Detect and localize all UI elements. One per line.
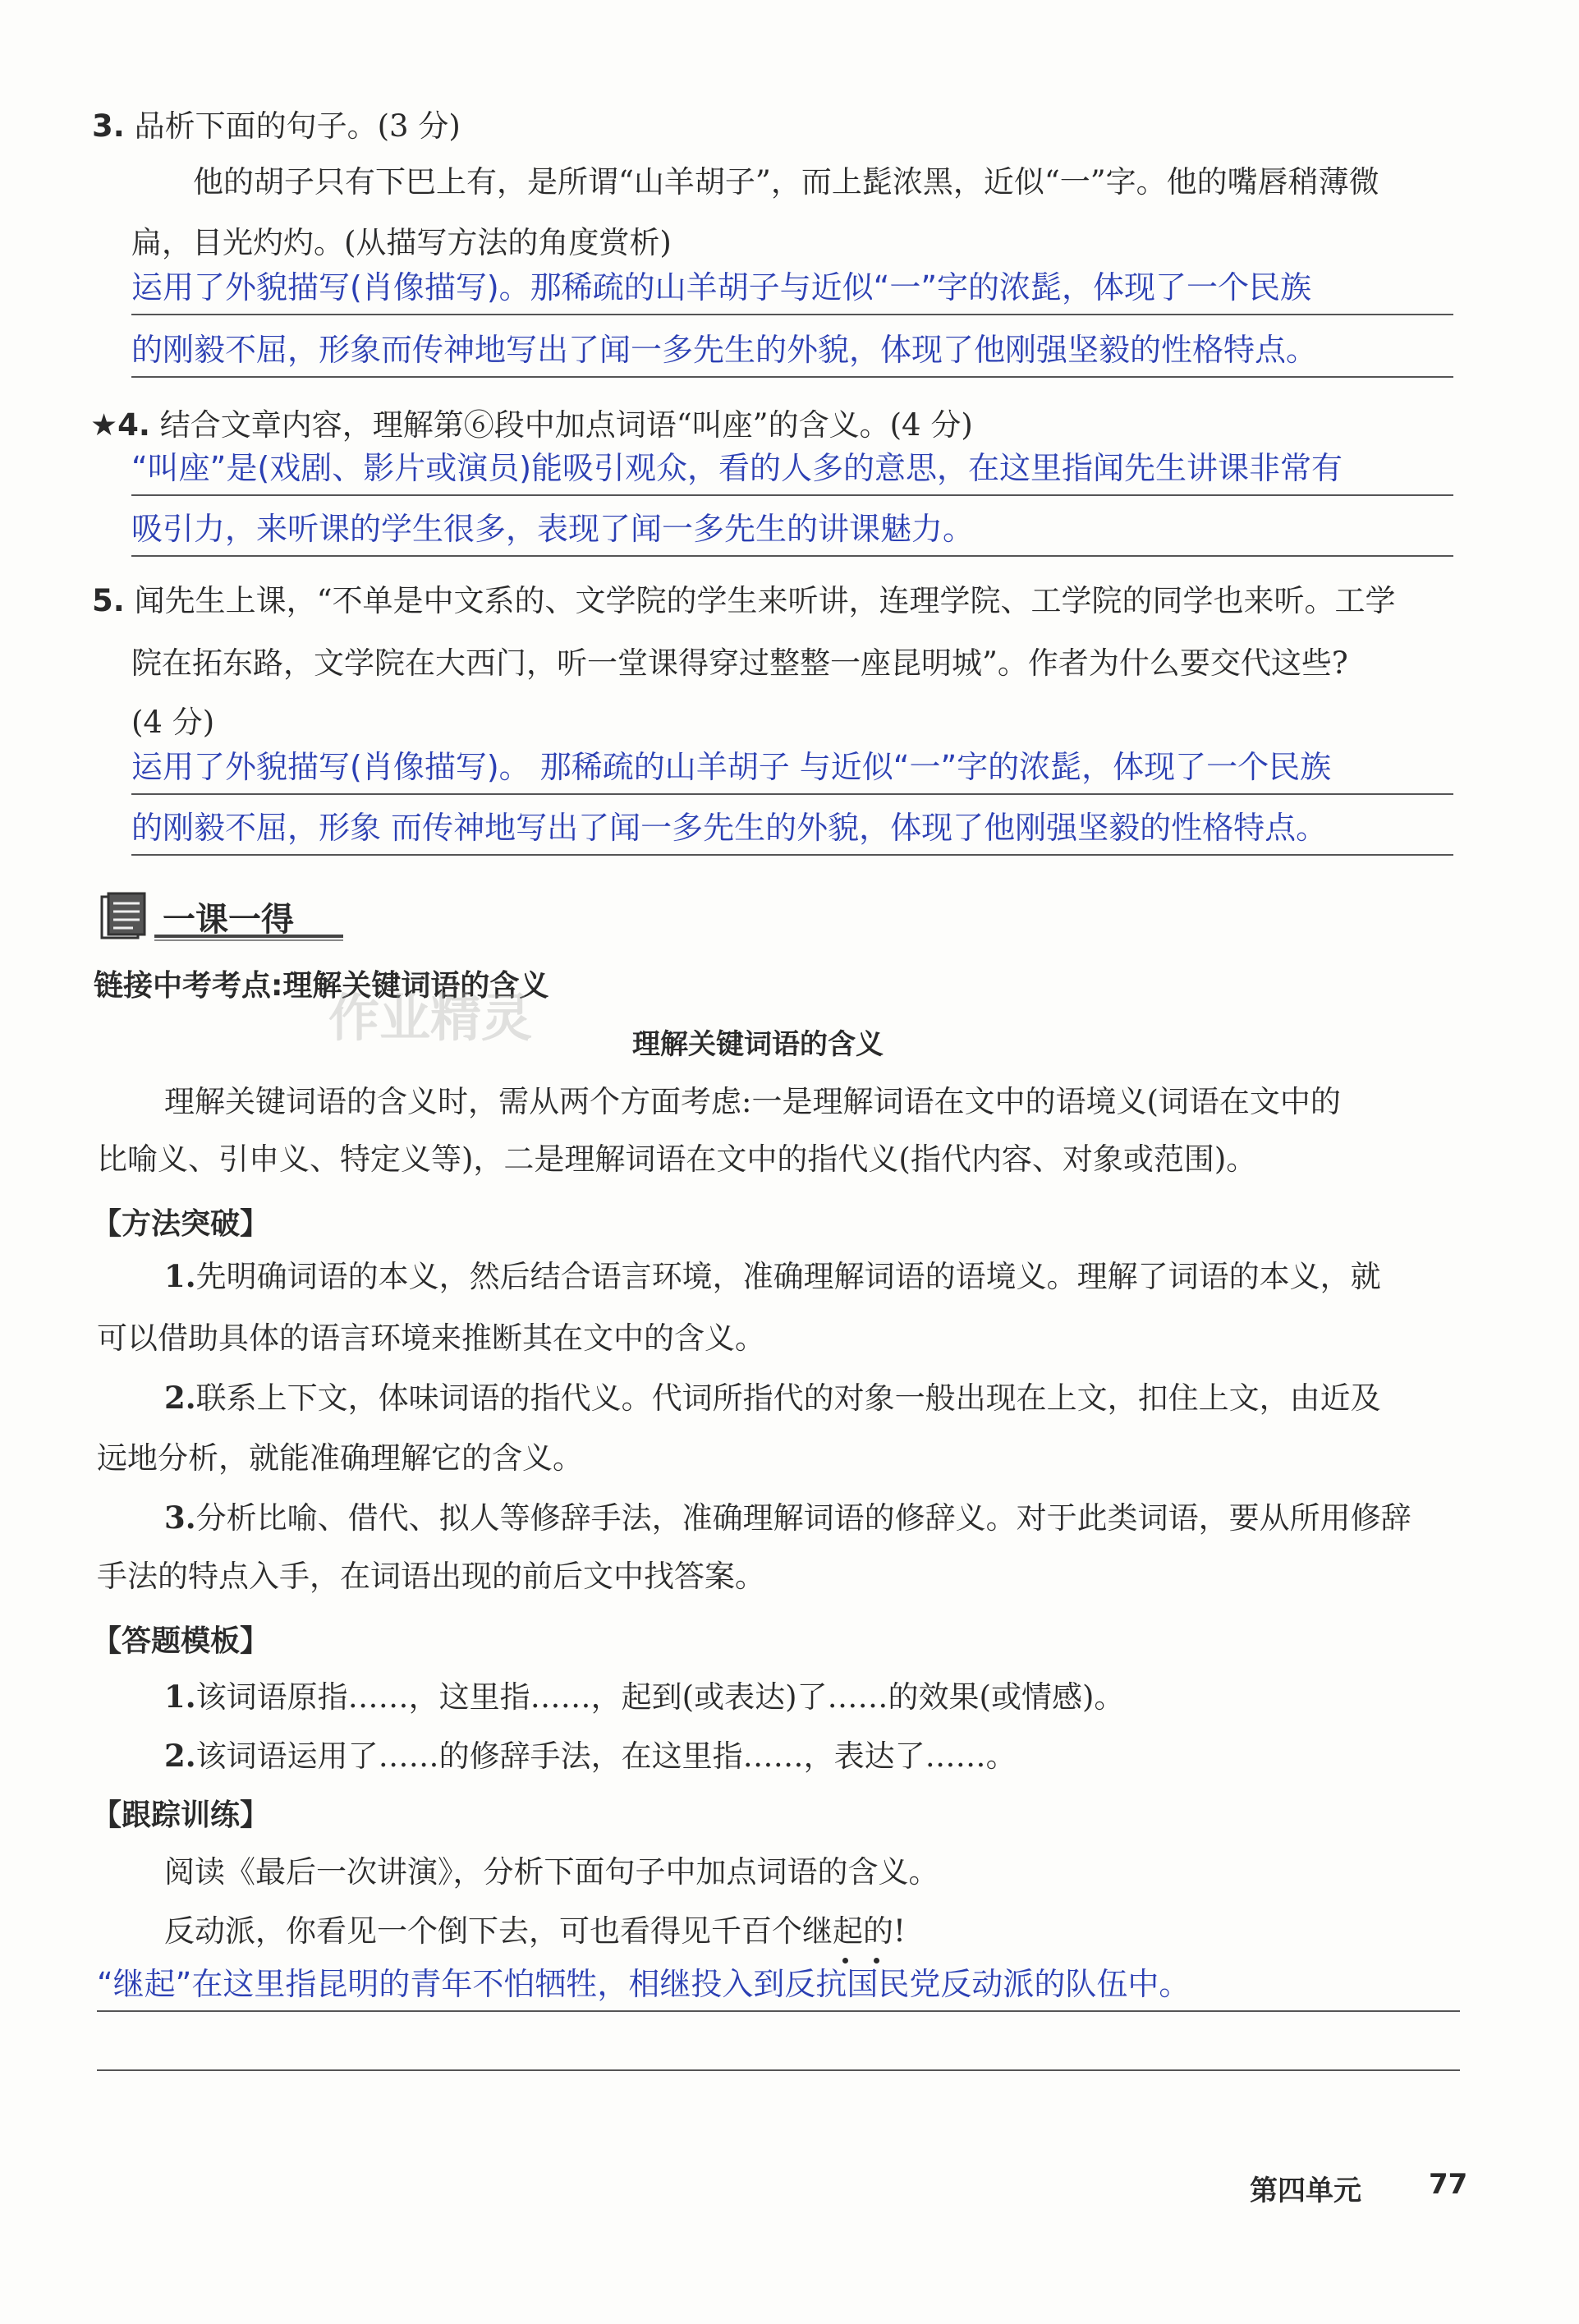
q3-prompt xyxy=(92,105,461,148)
q5-answer-line2: 的刚毅不屈，形象 而传神地写出了闻一多先生的外貌，体现了他刚强坚毅的性格特点。 xyxy=(131,801,1453,856)
q4-number: 4. xyxy=(117,407,150,443)
section-header xyxy=(97,889,343,946)
q4-star-icon: ★ xyxy=(90,407,118,443)
method-item-2 xyxy=(164,1376,1381,1420)
template-item-1 xyxy=(164,1675,1124,1719)
section-title: 一课一得 xyxy=(163,901,294,939)
blank-answer-line xyxy=(97,2069,1460,2071)
method-item-3-number: 3. xyxy=(164,1500,196,1536)
method-item-2-number: 2. xyxy=(164,1380,196,1416)
training-instruction: 阅读《最后一次讲演》，分析下面句子中加点词语的含义。 xyxy=(164,1854,939,1890)
method-item-2-text: 联系上下文，体味词语的指代义。代词所指代的对象一般出现在上文，扣住上文，由近及 xyxy=(195,1380,1381,1416)
intro-line2: 比喻义、引申义、特定义等)，二是理解词语在文中的指代义(指代内容、对象或范围)。 xyxy=(97,1141,1257,1177)
method-item-3-text: 分析比喻、借代、拟人等修辞手法，准确理解词语的修辞义。对于此类词语，要从所用修辞 xyxy=(195,1500,1411,1536)
q5-prompt-text: 闻先生上课，“不单是中文系的、文学院的学生来听讲，连理学院、工学院的同学也来听。工学 xyxy=(134,583,1396,618)
q4-answer-line1: “叫座”是(戏剧、影片或演员)能吸引观众，看的人多的意思，在这里指闻先生讲课非常有 xyxy=(131,442,1453,496)
template-item-2-text: 该词语运用了……的修辞手法，在这里指……，表达了……。 xyxy=(195,1738,1017,1774)
training-sentence: 反动派，你看见一个倒下去，可也看得见千百个继起的! xyxy=(164,1913,906,1949)
method-item-1-number: 1. xyxy=(164,1258,196,1294)
q3-number: 3. xyxy=(92,108,125,144)
template-item-2 xyxy=(164,1734,1017,1778)
q4-answer-line2: 吸引力，来听课的学生很多，表现了闻一多先生的讲课魅力。 xyxy=(131,503,1453,557)
template-item-1-number: 1. xyxy=(164,1679,196,1715)
training-header: 【跟踪训练】 xyxy=(92,1798,270,1832)
q5-prompt-line3: (4 分) xyxy=(131,705,215,740)
q4-prompt xyxy=(90,404,973,447)
q4-prompt-text: 结合文章内容，理解第⑥段中加点词语“叫座”的含义。(4 分) xyxy=(159,407,973,443)
q3-quote-line2: 扁，目光灼灼。(从描写方法的角度赏析) xyxy=(131,225,672,260)
intro-line1: 理解关键词语的含义时，需从两个方面考虑:一是理解词语在文中的语境义(词语在文中的 xyxy=(164,1084,1341,1119)
training-answer: “继起”在这里指昆明的青年不怕牺牲，相继投入到反抗国民党反动派的队伍中。 xyxy=(97,1958,1460,2012)
template-header: 【答题模板】 xyxy=(92,1624,270,1658)
method-item-2-line2: 远地分析，就能准确理解它的含义。 xyxy=(97,1440,583,1476)
watermark: 作业精灵 xyxy=(328,988,533,1048)
template-item-2-number: 2. xyxy=(164,1738,196,1774)
method-item-1-text: 先明确词语的本义，然后结合语言环境，准确理解词语的语境义。理解了词语的本义，就 xyxy=(195,1259,1381,1294)
q5-prompt-line1 xyxy=(92,580,1396,622)
q5-number: 5. xyxy=(92,583,125,618)
q5-prompt-line2: 院在拓东路，文学院在大西门，听一堂课得穿过整整一座昆明城”。作者为什么要交代这些? xyxy=(131,645,1348,681)
q3-prompt-text: 品析下面的句子。(3 分) xyxy=(134,108,461,144)
method-header: 【方法突破】 xyxy=(92,1207,270,1241)
q3-answer-line2: 的刚毅不屈，形象而传神地写出了闻一多先生的外貌，体现了他刚强坚毅的性格特点。 xyxy=(131,324,1453,378)
link-label: 链接中考考点:理解关键词语的含义 xyxy=(94,969,549,1003)
q3-quote-line1: 他的胡子只有下巴上有，是所谓“山羊胡子”，而上髭浓黑，近似“一”字。他的嘴唇稍薄微 xyxy=(193,164,1379,200)
method-item-1 xyxy=(164,1255,1381,1298)
q3-answer-line1: 运用了外貌描写(肖像描写)。那稀疏的山羊胡子与近似“一”字的浓髭，体现了一个民族 xyxy=(131,261,1453,315)
footer-unit: 第四单元 xyxy=(1250,2175,1361,2207)
notebook-icon xyxy=(97,892,148,943)
method-item-3 xyxy=(164,1496,1411,1540)
method-item-1-line2: 可以借助具体的语言环境来推断其在文中的含义。 xyxy=(97,1320,765,1356)
page-number: 77 xyxy=(1429,2168,1468,2201)
q5-answer-line1: 运用了外貌描写(肖像描写)。 那稀疏的山羊胡子 与近似“一”字的浓髭，体现了一个民族 xyxy=(131,741,1453,795)
method-item-3-line2: 手法的特点入手，在词语出现的前后文中找答案。 xyxy=(97,1559,765,1594)
center-title: 理解关键词语的含义 xyxy=(632,1028,884,1061)
template-item-1-text: 该词语原指……，这里指……，起到(或表达)了……的效果(或情感)。 xyxy=(195,1679,1125,1715)
